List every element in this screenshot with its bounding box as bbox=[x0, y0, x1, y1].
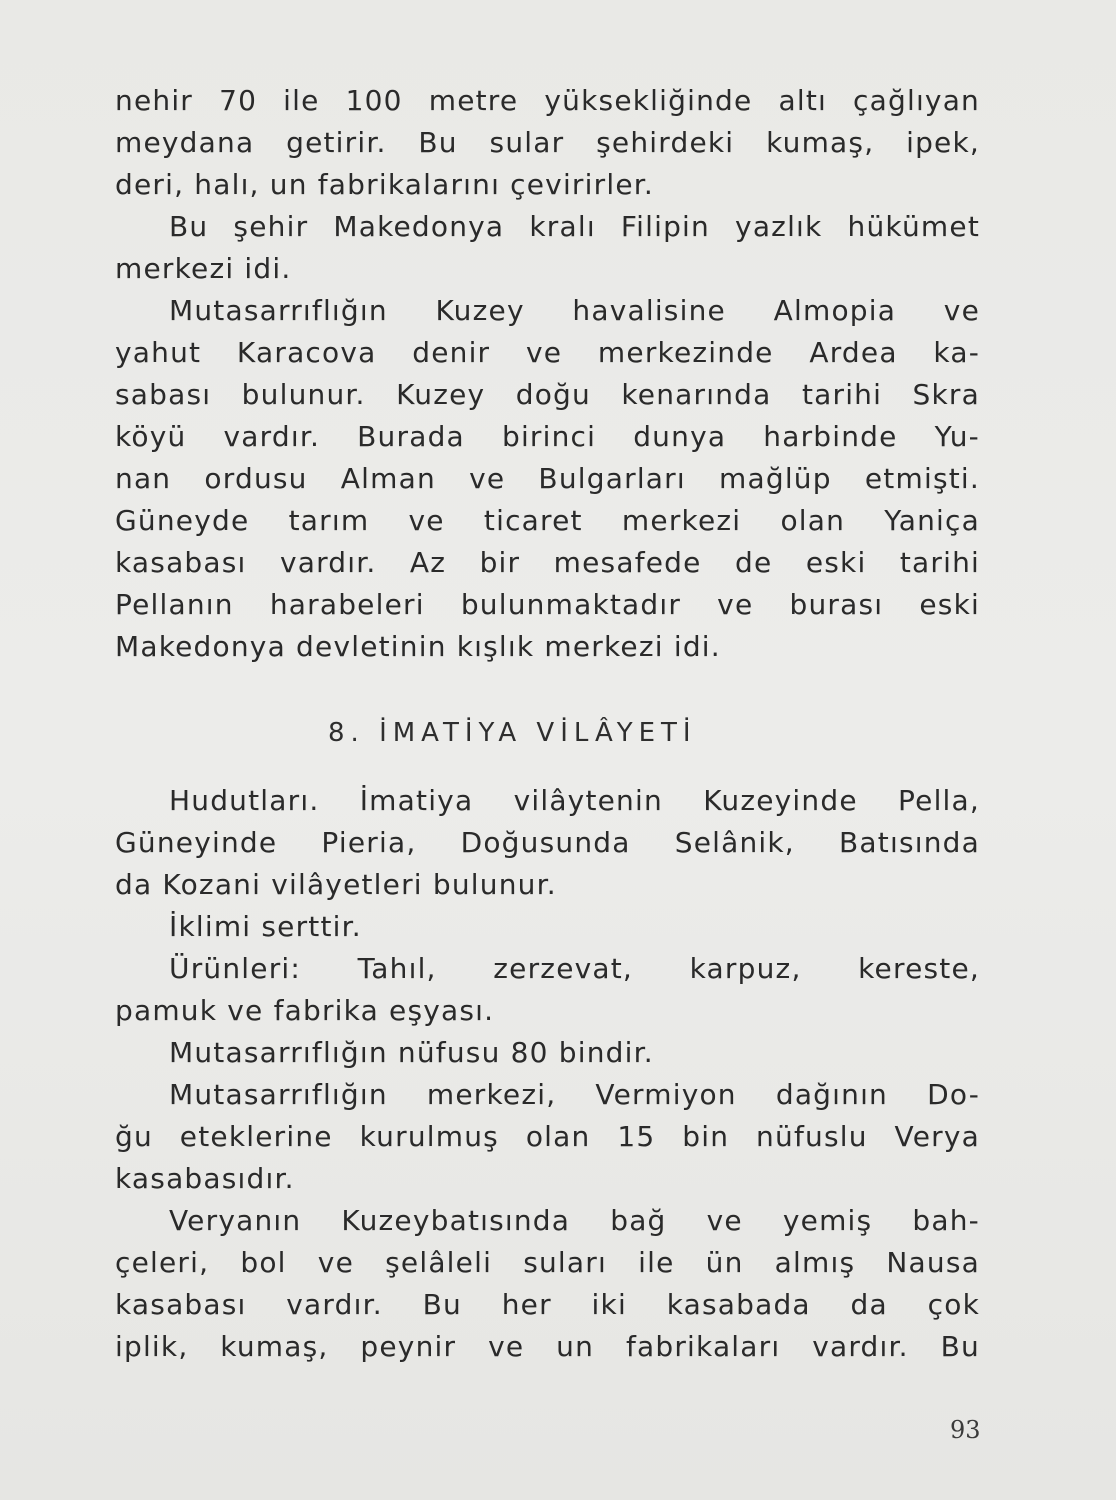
text-line: yahut Karacova denir ve merkezinde Ardea ka- bbox=[115, 336, 980, 369]
text-line: kasabası vardır. Bu her iki kasabada da çok bbox=[115, 1288, 980, 1321]
text-line: Hudutları. İmatiya vilâytenin Kuzeyinde Pella, bbox=[169, 784, 980, 817]
text-line: Pellanın harabeleri bulunmaktadır ve burası eski bbox=[115, 588, 980, 621]
text-line: nan ordusu Alman ve Bulgarları mağlüp etmişti. bbox=[115, 462, 980, 495]
text-line: ğu eteklerine kurulmuş olan 15 bin nüfuslu Verya bbox=[115, 1120, 980, 1153]
text-line: çeleri, bol ve şelâleli suları ile ün almış Nausa bbox=[115, 1246, 980, 1279]
text-line: Güneyde tarım ve ticaret merkezi olan Yaniça bbox=[115, 504, 980, 537]
text-line: Mutasarrıflığın Kuzey havalisine Almopia ve bbox=[169, 294, 980, 327]
text-line: Ürünleri: Tahıl, zerzevat, karpuz, kereste, bbox=[169, 952, 980, 985]
text-line: köyü vardır. Burada birinci dunya harbinde Yu- bbox=[115, 420, 980, 453]
section-number: 8. bbox=[328, 718, 365, 748]
text-block-top bbox=[115, 80, 980, 668]
text-line: da Kozani vilâyetleri bulunur. bbox=[115, 868, 557, 901]
text-line: İklimi serttir. bbox=[169, 910, 362, 943]
text-line: Mutasarrıflığın nüfusu 80 bindir. bbox=[169, 1036, 654, 1069]
text-line: kasabası vardır. Az bir mesafede de eski tarihi bbox=[115, 546, 980, 579]
text-block-bottom bbox=[115, 780, 980, 1368]
section-heading bbox=[328, 718, 697, 748]
text-line: sabası bulunur. Kuzey doğu kenarında tarihi Skra bbox=[115, 378, 980, 411]
text-line: pamuk ve fabrika eşyası. bbox=[115, 994, 495, 1027]
text-line: meydana getirir. Bu sular şehirdeki kumaş, ipek, bbox=[115, 126, 980, 159]
page-number: 93 bbox=[950, 1416, 981, 1444]
text-line: merkezi idi. bbox=[115, 252, 292, 285]
text-line: Mutasarrıflığın merkezi, Vermiyon dağının Do- bbox=[169, 1078, 980, 1111]
text-line: iplik, kumaş, peynir ve un fabrikaları vardır. Bu bbox=[115, 1330, 980, 1363]
text-line: nehir 70 ile 100 metre yüksekliğinde altı çağlıyan bbox=[115, 84, 980, 117]
section-title: İMATİYA VİLÂYETİ bbox=[379, 718, 697, 748]
text-line: kasabasıdır. bbox=[115, 1162, 295, 1195]
text-line: Veryanın Kuzeybatısında bağ ve yemiş bah- bbox=[169, 1204, 980, 1237]
text-line: deri, halı, un fabrikalarını çevirirler. bbox=[115, 168, 654, 201]
text-line: Bu şehir Makedonya kralı Filipin yazlık hükümet bbox=[169, 210, 980, 243]
text-line: Makedonya devletinin kışlık merkezi idi. bbox=[115, 630, 721, 663]
text-line: Güneyinde Pieria, Doğusunda Selânik, Batısında bbox=[115, 826, 980, 859]
